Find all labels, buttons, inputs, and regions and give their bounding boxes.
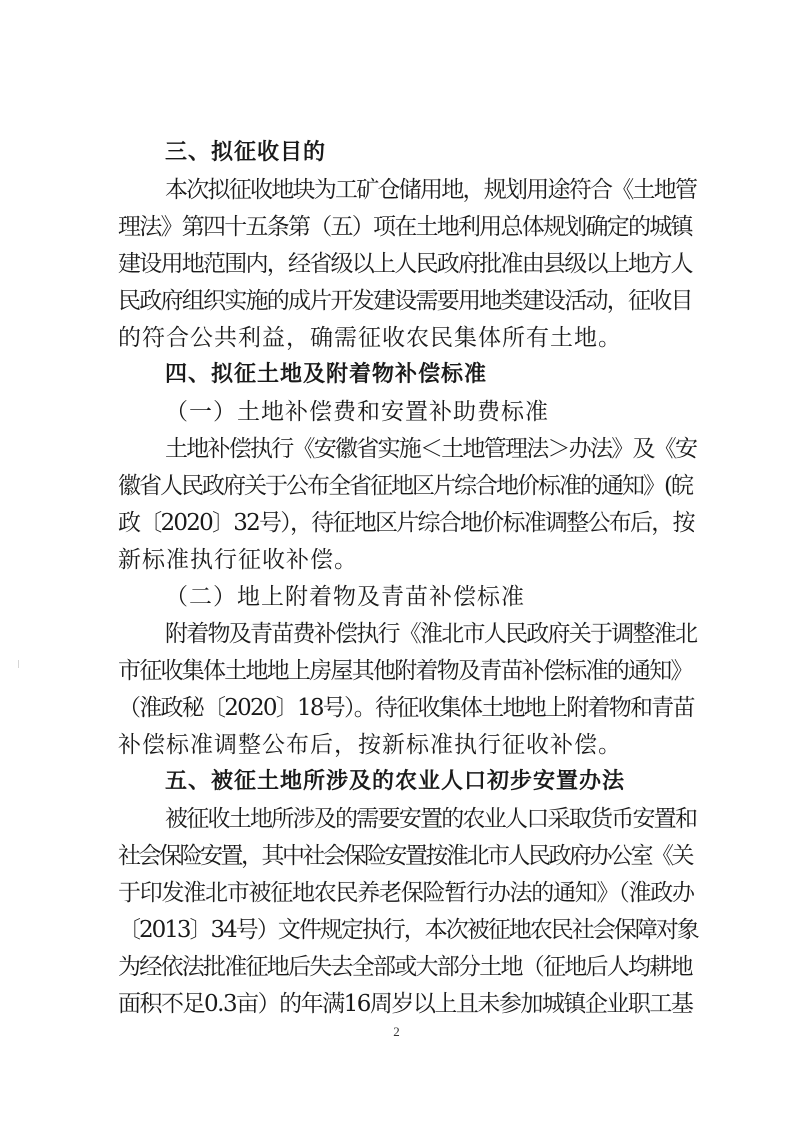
paragraph-line: 面积不足0.3亩）的年满16周岁以上且未参加城镇企业职工基 [118,991,693,1017]
paragraph-line: 新标准执行征收补偿。 [118,547,358,573]
paragraph-line: 市征收集体土地地上房屋其他附着物及青苗补偿标准的通知》 [118,658,692,684]
paragraph-line: 徽省人民政府关于公布全省征地区片综合地价标准的通知》(皖 [118,473,692,499]
paragraph-line: 被征收土地所涉及的需要安置的农业人口采取货币安置和 [165,806,697,832]
paragraph-line: 本次拟征收地块为工矿仓储用地，规划用途符合《土地管 [165,177,697,203]
paragraph-line: 建设用地范围内，经省级以上人民政府批准由县级以上地方人 [118,251,692,277]
scan-mark [18,660,19,668]
page-number: 2 [393,1024,400,1039]
paragraph-line: 为经依法批准征地后失去全部或大部分土地（征地后人均耕地 [118,954,692,980]
section-heading-compensation: 四、拟征土地及附着物补偿标准 [165,362,488,387]
paragraph-line: 土地补偿执行《安徽省实施＜土地管理法＞办法》及《安 [165,436,697,462]
paragraph-line: 补偿标准调整公布后，按新标准执行征收补偿。 [118,732,622,758]
paragraph-line: 民政府组织实施的成片开发建设需要用地类建设活动，征收目 [118,288,692,314]
paragraph-line: 附着物及青苗费补偿执行《淮北市人民政府关于调整淮北 [165,621,697,647]
section-heading-purpose: 三、拟征收目的 [165,140,327,165]
paragraph-line: 政〔2020〕32号），待征地区片综合地价标准调整公布后，按 [118,510,694,536]
section-heading-resettlement: 五、被征土地所涉及的农业人口初步安置办法 [165,769,626,794]
paragraph-line: 理法》第四十五条第（五）项在土地利用总体规划确定的城镇 [118,214,692,240]
paragraph-line: 于印发淮北市被征地农民养老保险暂行办法的通知》（淮政办 [118,880,694,906]
paragraph-line: （淮政秘〔2020〕18号）。待征收集体土地地上附着物和青苗 [118,695,694,721]
paragraph-line: 的符合公共利益，确需征收农民集体所有土地。 [118,325,622,351]
paragraph-line: 社会保险安置，其中社会保险安置按淮北市人民政府办公室《关 [118,843,692,869]
subsection-heading-attachments: （二）地上附着物及青苗补偿标准 [165,584,525,610]
subsection-heading-land: （一）土地补偿费和安置补助费标准 [165,399,549,425]
paragraph-line: 〔2013〕34号）文件规定执行，本次被征地农民社会保障对象 [118,917,698,943]
